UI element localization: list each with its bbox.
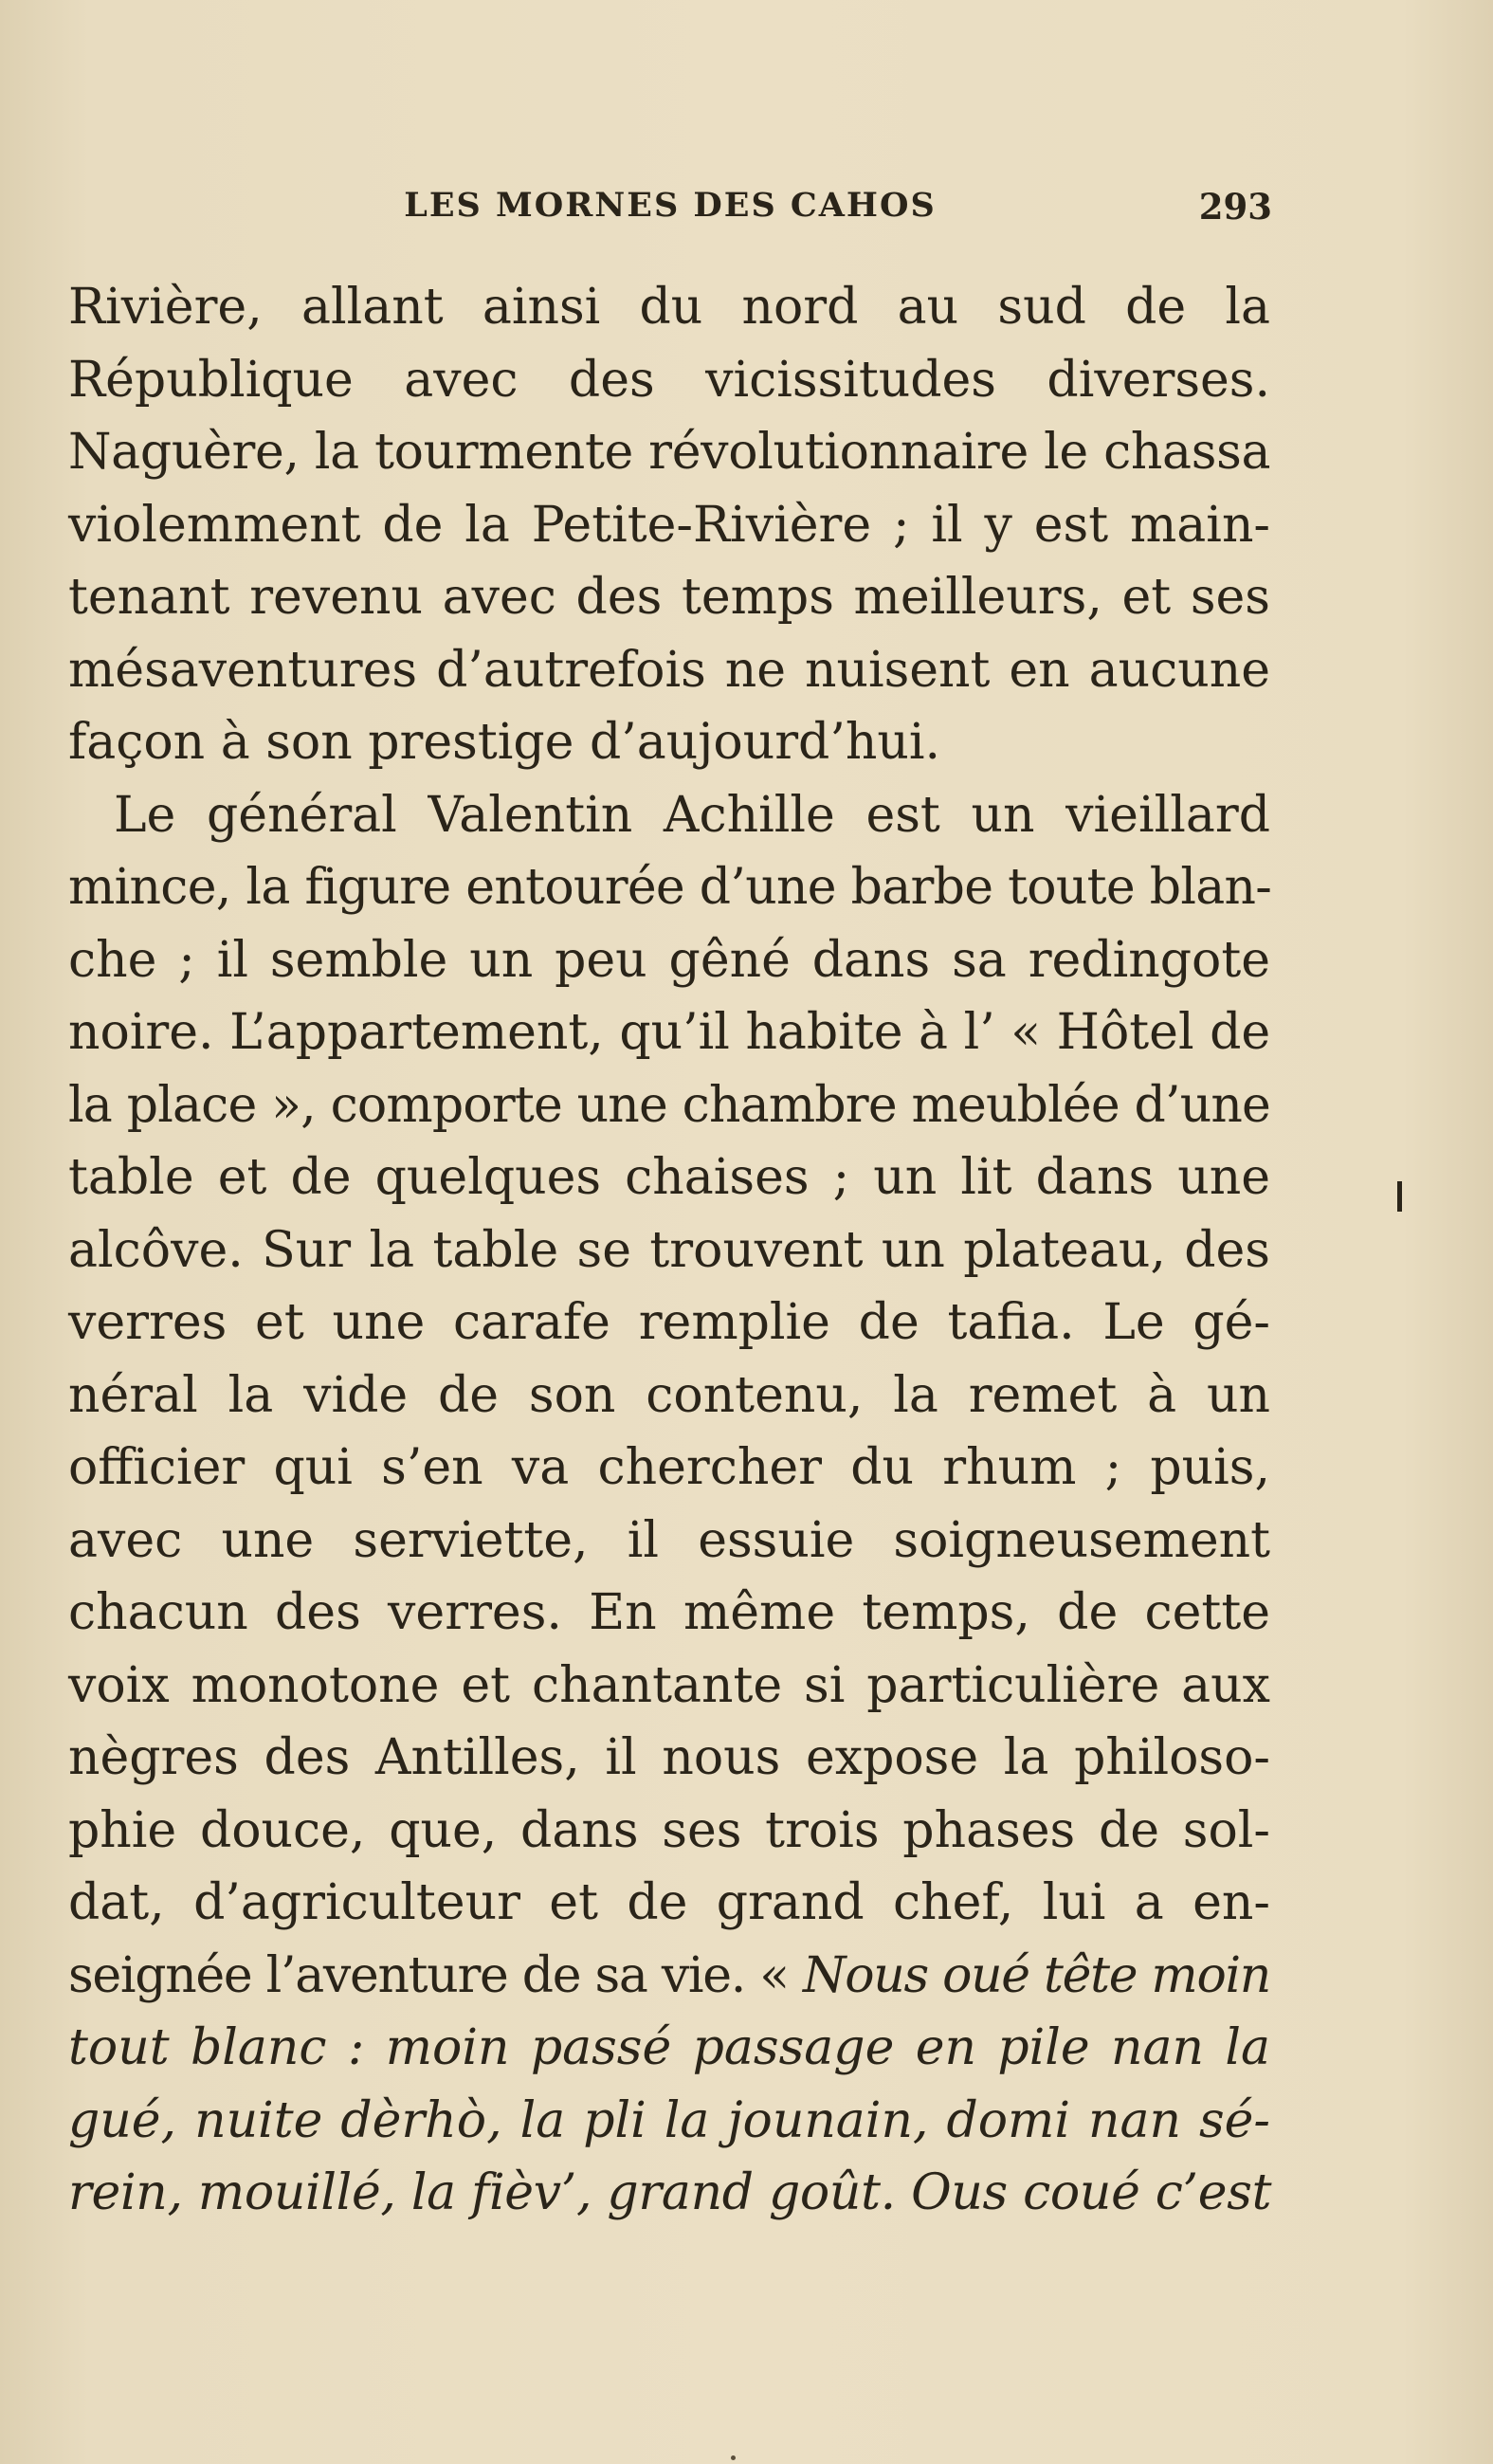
text-line: violemment de la Petite-Rivière ; il y est main-: [68, 496, 1270, 554]
page-header: [68, 186, 1272, 243]
creole-quote-line: rein, mouillé, la fièv’, grand goût. Ous coué c’est: [68, 2164, 1272, 2221]
text-line: tenant revenu avec des temps meilleurs, et ses: [68, 569, 1270, 626]
footer-dot: [731, 2455, 736, 2460]
page-number: 293: [1198, 186, 1272, 228]
paragraph-start-line: Le général Valentin Achille est un vieillard: [114, 786, 1270, 844]
text-line: verres et une carafe remplie de tafia. Le gé-: [68, 1294, 1270, 1351]
creole-quote-line: gué, nuite dèrhò, la pli la jounain, domi nan sé-: [68, 2091, 1270, 2149]
text-line: nègres des Antilles, il nous expose la philoso-: [68, 1729, 1270, 1786]
creole-quote-segment: Nous oué tête moin: [803, 1946, 1271, 2004]
text-line: façon à son prestige d’aujourd’hui.: [68, 714, 941, 771]
text-line: officier qui s’en va chercher du rhum ; puis,: [68, 1439, 1270, 1496]
mixed-text-line: [68, 1940, 1270, 2013]
running-title: LES MORNES DES CAHOS: [404, 186, 937, 225]
text-line: phie douce, que, dans ses trois phases de sol-: [68, 1801, 1270, 1859]
text-line: chacun des verres. En même temps, de cette: [68, 1584, 1270, 1641]
text-line: la place », comporte une chambre meublée d’une: [68, 1076, 1270, 1134]
text-line: Naguère, la tourmente révolutionnaire le chassa: [68, 424, 1271, 481]
text-line: Rivière, allant ainsi du nord au sud de la: [68, 279, 1270, 336]
text-line: néral la vide de son contenu, la remet à un: [68, 1366, 1270, 1424]
text-line: mésaventures d’autrefois ne nuisent en aucune: [68, 641, 1270, 699]
text-segment: seignée l’aventure de sa vie. «: [68, 1946, 804, 2004]
text-line: voix monotone et chantante si particulière aux: [68, 1656, 1270, 1714]
text-line: noire. L’appartement, qu’il habite à l’ « Hôtel de: [68, 1004, 1271, 1061]
text-line: che ; il semble un peu gêné dans sa redingote: [68, 931, 1270, 989]
margin-mark: [1397, 1181, 1402, 1212]
text-line: table et de quelques chaises ; un lit dans une: [68, 1149, 1270, 1206]
text-line: dat, d’agriculteur et de grand chef, lui a en-: [68, 1874, 1270, 1931]
body-text: [68, 271, 1270, 2230]
text-line: avec une serviette, il essuie soigneusement: [68, 1511, 1270, 1569]
text-line: République avec des vicissitudes diverses.: [68, 351, 1270, 409]
text-line: alcôve. Sur la table se trouvent un plateau, des: [68, 1221, 1270, 1279]
creole-quote-line: tout blanc : moin passé passage en pile nan la: [68, 2019, 1270, 2076]
text-line: mince, la figure entourée d’une barbe toute blan-: [68, 859, 1272, 916]
